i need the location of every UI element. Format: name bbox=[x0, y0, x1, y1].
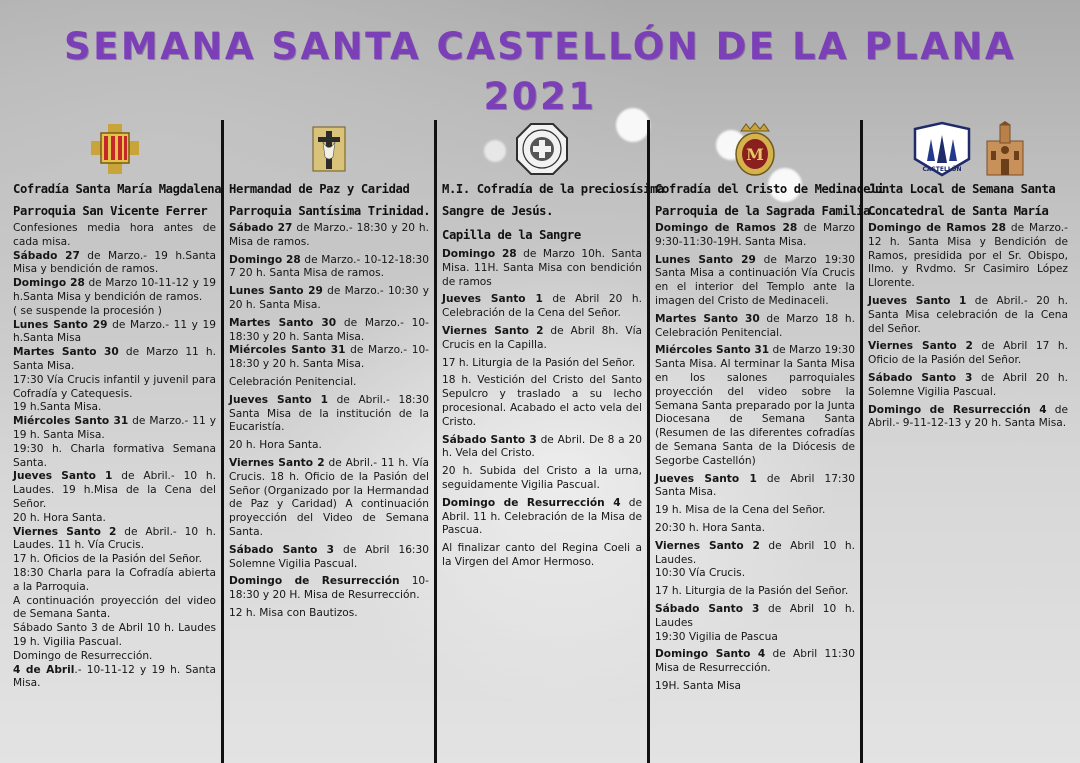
title-line: SEMANA SANTA CASTELLÓN DE LA PLANA bbox=[64, 25, 1016, 68]
schedule-text bbox=[442, 248, 642, 570]
schedule-entry: Sábado Santo 3 de Abril 20 h. Solemne Vigilia Pascual. bbox=[868, 371, 1068, 398]
schedule-entry: 17:30 Vía Crucis infantil y juvenil para Cofradía y Catequesis. bbox=[13, 373, 216, 400]
schedule-entry: Viernes Santo 2 de Abril 8h. Vía Crucis en la Capilla. bbox=[442, 324, 643, 351]
column-subheading: Parroquia San Vicente Ferrer bbox=[13, 204, 208, 218]
schedule-text bbox=[229, 222, 429, 621]
schedule-entry: 20 h. Hora Santa. bbox=[229, 439, 322, 452]
schedule-entry: 19 h.Santa Misa. bbox=[13, 401, 102, 414]
schedule-entry: Viernes Santo 2 de Abril 10 h. Laudes. bbox=[655, 539, 855, 566]
schedule-columns bbox=[8, 120, 1074, 763]
schedule-entry: ( se suspende la procesión ) bbox=[13, 304, 162, 317]
schedule-entry: Viernes Santo 2 de Abril 17 h. Oficio de la Pasión del Señor. bbox=[868, 340, 1068, 367]
column-heading: Cofradía del Cristo de Medinaceli. bbox=[655, 182, 891, 196]
schedule-entry: Jueves Santo 1 de Abril.- 20 h. Santa Misa celebración de la Cena del Señor. bbox=[868, 294, 1068, 335]
schedule-entry: 19:30 Vigilia de Pascua bbox=[655, 630, 778, 643]
page-title bbox=[0, 22, 1080, 122]
schedule-entry: Miércoles Santo 31 de Marzo.- 11 y 19 h. Santa Misa. bbox=[13, 415, 216, 441]
schedule-entry: 17 h. Liturgia de la Pasión del Señor. bbox=[655, 585, 849, 598]
column-magdalena bbox=[8, 120, 221, 763]
schedule-entry: 17 h. Liturgia de la Pasión del Señor. bbox=[442, 356, 636, 369]
schedule-entry: 20 h. Hora Santa. bbox=[13, 511, 106, 524]
schedule-entry: Domingo Santo 4 de Abril 11:30 Misa de Resurrección. bbox=[655, 648, 855, 675]
column-heading: Cofradía Santa María Magdalena bbox=[13, 182, 222, 196]
schedule-entry: Lunes Santo 29 de Marzo.- 11 y 19 h.Santa Misa bbox=[13, 318, 217, 345]
emblem-row bbox=[868, 120, 1068, 178]
column-heading: M.I. Cofradía de la preciosísima bbox=[442, 182, 664, 196]
cross-with-shroud-emblem bbox=[311, 123, 347, 175]
schedule-entry: Viernes Santo 2 de Abril.- 11 h. Vía Crucis. 18 h. Oficio de la Pasión del Señor (Organizado por la Hermandad de Paz y Caridad) A continuación proyección del Video de Semana Santa. bbox=[229, 456, 429, 538]
column-preciosisima-sangre bbox=[434, 120, 664, 763]
emblem-row bbox=[13, 120, 216, 178]
column-subheading: Sangre de Jesús. bbox=[442, 204, 553, 218]
schedule-entry: Celebración Penitencial. bbox=[229, 375, 357, 388]
schedule-entry: Sábado Santo 3 de Abril 10 h. Laudes 19 h. Vigilia Pascual. bbox=[13, 622, 216, 648]
column-heading: Hermandad de Paz y Caridad bbox=[229, 182, 410, 196]
schedule-entry: Domingo de Resurrección. bbox=[13, 649, 153, 662]
schedule-entry: Domingo de Resurrección 4 de Abril. 11 h. Celebración de la Misa de Pascua. bbox=[442, 496, 642, 537]
schedule-entry: Lunes Santo 29 de Marzo 19:30 Santa Misa a continuación Vía Crucis en el interior del Templo ante la imagen del Cristo de Medinaceli. bbox=[655, 253, 856, 307]
schedule-entry: Martes Santo 30 de Marzo 11 h. Santa Misa. bbox=[13, 346, 216, 372]
schedule-entry: Viernes Santo 2 de Abril.- 10 h. Laudes. 11 h. Vía Crucis. bbox=[13, 525, 216, 552]
red-cross-shield-emblem bbox=[90, 123, 140, 175]
emblem-row bbox=[655, 120, 855, 178]
schedule-entry: 12 h. Misa con Bautizos. bbox=[229, 606, 358, 619]
crowned-shield-emblem bbox=[732, 121, 778, 177]
schedule-entry: Jueves Santo 1 de Abril 17:30 Santa Misa. bbox=[655, 472, 855, 499]
column-subheading: Concatedral de Santa María bbox=[868, 204, 1049, 218]
schedule-entry: Domingo de Resurrección 4 de Abril.- 9-11-12-13 y 20 h. Santa Misa. bbox=[868, 403, 1068, 430]
schedule-entry: 19 h. Misa de la Cena del Señor. bbox=[655, 504, 826, 517]
emblem-row bbox=[229, 120, 429, 178]
schedule-entry: Lunes Santo 29 de Marzo.- 10:30 y 20 h. Santa Misa. bbox=[229, 285, 429, 311]
octagonal-cross-seal-emblem bbox=[515, 122, 569, 176]
schedule-entry: Jueves Santo 1 de Abril.- 18:30 Santa Misa de la institución de la Eucaristía. bbox=[229, 393, 429, 434]
schedule-entry: 4 de Abril.- 10-11-12 y 19 h. Santa Misa. bbox=[13, 663, 216, 690]
schedule-text bbox=[868, 222, 1068, 431]
junta-local-shield-emblem bbox=[909, 121, 975, 177]
column-medinaceli bbox=[647, 120, 891, 763]
schedule-entry: Domingo de Ramos 28 de Marzo.- 12 h. Santa Misa y Bendición de Ramos, presidida por el Sr. Obispo, Ilmo. y Rvdmo. Sr Casimiro López Llorente. bbox=[868, 222, 1068, 290]
column-paz-y-caridad bbox=[221, 120, 434, 763]
schedule-entry: 20 h. Subida del Cristo a la urna, seguidamente Vigilia Pascual. bbox=[442, 465, 642, 491]
svg-text:CASTELLÓN: CASTELLÓN bbox=[922, 166, 962, 173]
column-subheading: Parroquia de la Sagrada Familia. bbox=[655, 204, 877, 218]
schedule-entry: Sábado 27 de Marzo.- 18:30 y 20 h. Misa de ramos. bbox=[229, 222, 430, 248]
schedule-entry: Martes Santo 30 de Marzo.- 10-18:30 y 20 h. Santa Misa. bbox=[229, 316, 429, 343]
schedule-text bbox=[13, 222, 216, 691]
schedule-entry: 17 h. Oficios de la Pasión del Señor. bbox=[13, 553, 203, 566]
schedule-text bbox=[655, 222, 855, 694]
column-heading: Junta Local de Semana Santa bbox=[868, 182, 1056, 196]
schedule-entry: 19:30 h. Charla formativa Semana Santa. bbox=[13, 442, 216, 469]
schedule-entry: Domingo 28 de Marzo 10h. Santa Misa. 11H. Santa Misa con bendición de ramos bbox=[442, 248, 642, 288]
emblem-row bbox=[442, 120, 642, 178]
schedule-entry: Domingo 28 de Marzo 10-11-12 y 19 h.Santa Misa y bendición de ramos. bbox=[13, 277, 216, 303]
schedule-entry: Miércoles Santo 31 de Marzo.- 10-18:30 y 20 h. Santa Misa. bbox=[229, 344, 430, 371]
schedule-entry: Sábado Santo 3 de Abril 10 h. Laudes bbox=[655, 602, 855, 629]
schedule-entry: Jueves Santo 1 de Abril 20 h. Celebración de la Cena del Señor. bbox=[442, 293, 642, 320]
schedule-entry: 20:30 h. Hora Santa. bbox=[655, 521, 765, 534]
schedule-entry: Jueves Santo 1 de Abril.- 10 h. Laudes. 19 h.Misa de la Cena del Señor. bbox=[13, 470, 216, 510]
schedule-entry: Confesiones media hora antes de cada misa. bbox=[13, 222, 216, 248]
schedule-entry: 18:30 Charla para la Cofradía abierta a la Parroquia. bbox=[13, 566, 216, 593]
title-year: 2021 bbox=[483, 75, 597, 118]
schedule-entry: Domingo 28 de Marzo.- 10-12-18:30 7 20 h. Santa Misa de ramos. bbox=[229, 253, 430, 280]
column-subheading: Parroquia Santísima Trinidad. bbox=[229, 204, 431, 218]
concatedral-building-emblem bbox=[983, 121, 1027, 177]
column-subheading: Capilla de la Sangre bbox=[442, 228, 581, 242]
schedule-entry: Domingo de Ramos 28 de Marzo 9:30-11:30-19H. Santa Misa. bbox=[655, 222, 855, 248]
schedule-entry: Sábado Santo 3 de Abril 16:30 Solemne Vigilia Pascual. bbox=[229, 543, 429, 570]
schedule-entry: 10:30 Vía Crucis. bbox=[655, 567, 746, 580]
svg-text:M: M bbox=[746, 145, 764, 164]
schedule-entry: A continuación proyección del video de Semana Santa. bbox=[13, 594, 216, 621]
schedule-entry: Sábado 27 de Marzo.- 19 h.Santa Misa y bendición de ramos. bbox=[13, 249, 216, 276]
column-junta-local bbox=[860, 120, 1073, 763]
schedule-entry: Domingo de Resurrección 10-18:30 y 20 H. Misa de Resurrección. bbox=[229, 575, 429, 602]
schedule-entry: Al finalizar canto del Regina Coeli a la Virgen del Amor Hermoso. bbox=[442, 542, 642, 568]
schedule-entry: 19H. Santa Misa bbox=[655, 679, 742, 692]
schedule-entry: Miércoles Santo 31 de Marzo 19:30 Santa Misa. Al terminar la Santa Misa en los salones parroquiales proyección del video sobre la Semana Santa preparado por la Junta Diocesana de Semana Santa (Resumen de las diferentes cofradías de Semana Santa de la Diócesis de Segorbe Castellón) bbox=[655, 344, 855, 467]
schedule-entry: 18 h. Vestición del Cristo del Santo Sepulcro y traslado a su lecho procesional. Acabado el acto vela del Cristo. bbox=[442, 374, 642, 428]
schedule-entry: Sábado Santo 3 de Abril. De 8 a 20 h. Vela del Cristo. bbox=[442, 433, 642, 460]
schedule-entry: Martes Santo 30 de Marzo 18 h. Celebración Penitencial. bbox=[655, 312, 855, 339]
